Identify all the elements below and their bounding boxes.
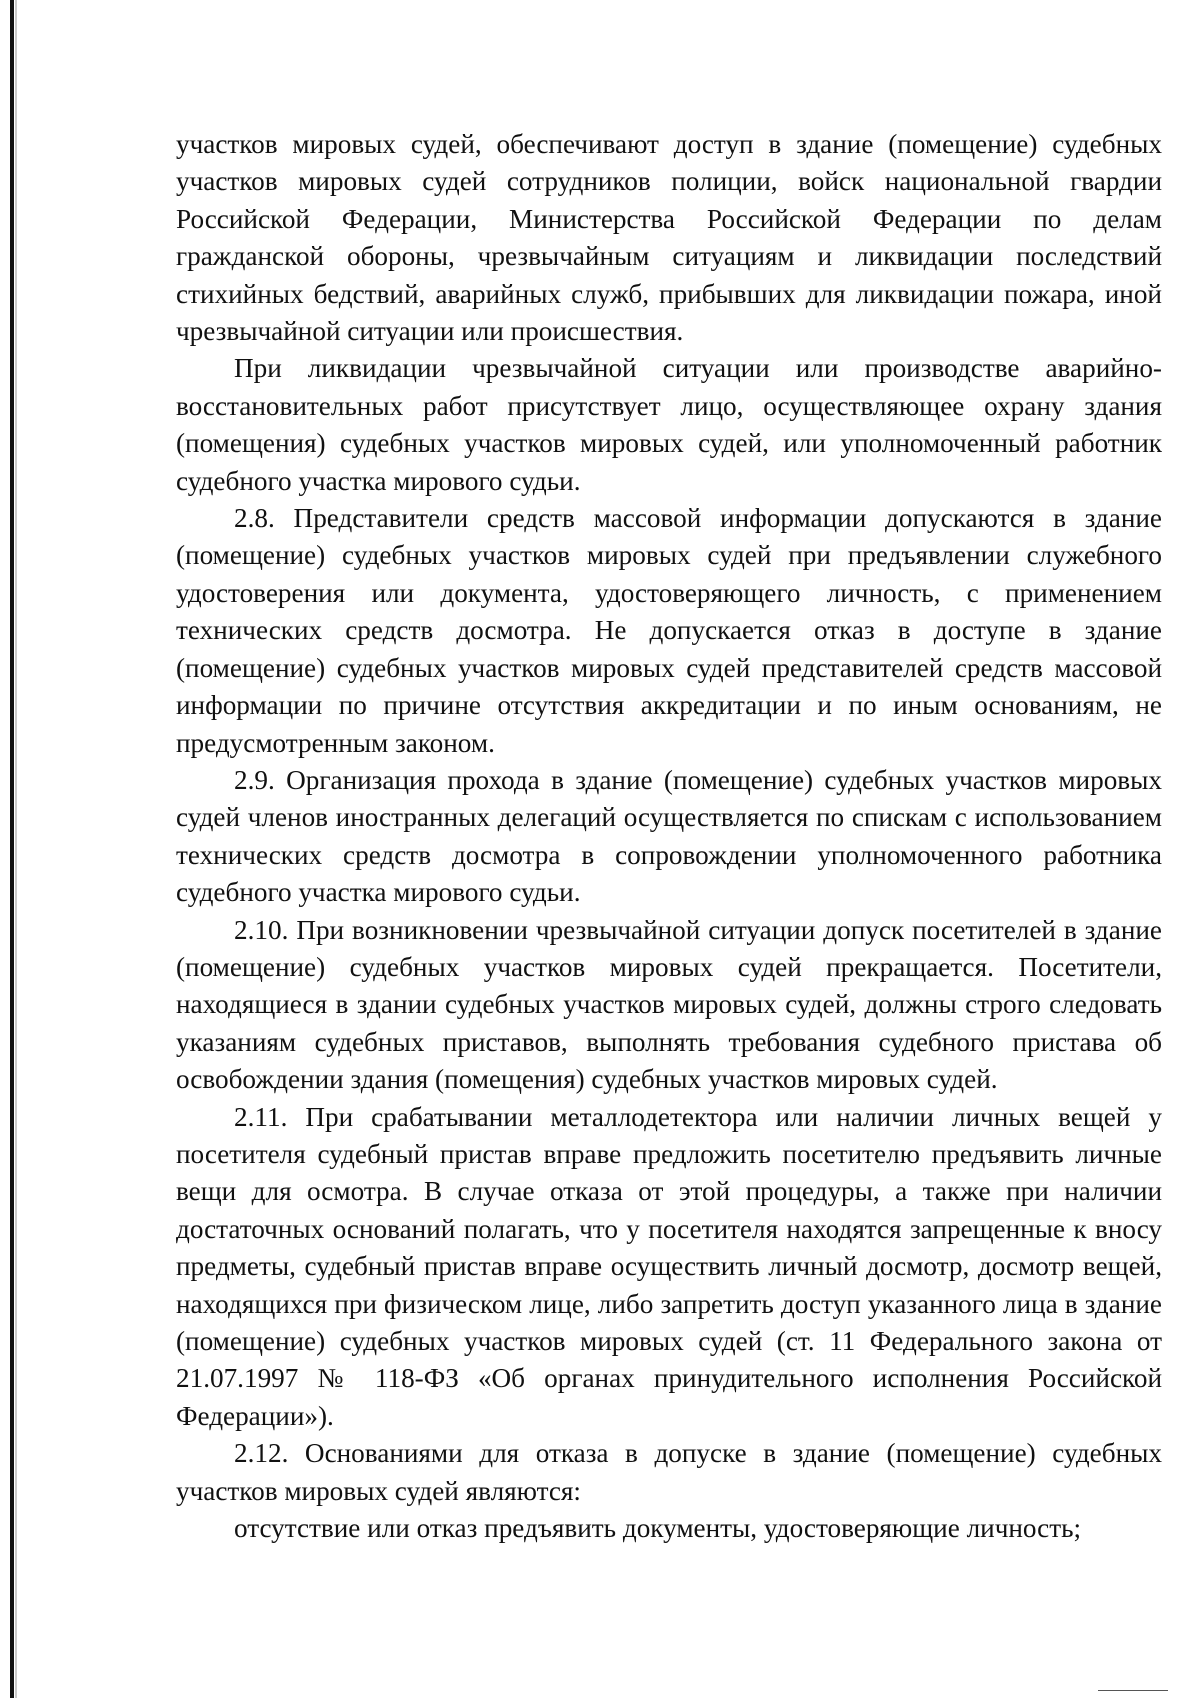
paragraph-2-9: 2.9. Организация прохода в здание (помещение) судебных участков мировых судей членов иностранных делегаций осуществляется по спискам с использованием технических средств досмотра в сопровождении уполномоченного работника судебного участка мирового судьи. xyxy=(176,764,1162,908)
paragraph-2-10: 2.10. При возникновении чрезвычайной ситуации допуск посетителей в здание (помещение) судебных участков мировых судей прекращается. Посетители, находящиеся в здании судебных участков мировых судей, должны строго следовать указаниям судебных приставов, выполнять требования судебного пристава об освобождении здания (помещения) судебных участков мировых судей. xyxy=(176,914,1162,1095)
scan-left-edge-shadow xyxy=(15,0,17,1698)
paragraph-emergency-liquidation: При ликвидации чрезвычайной ситуации или производстве аварийно-восстановительных работ присутствует лицо, осуществляющее охрану здания (помещения) судебных участков мировых судей, или уполномоченный работник судебного участка мирового судьи. xyxy=(176,353,1162,496)
page-bottom-rule xyxy=(1098,1690,1168,1691)
paragraph-continuation: участков мировых судей, обеспечивают доступ в здание (помещение) судебных участков мировых судей сотрудников полиции, войск национальной гвардии Российской Федерации, Министерства Российской Федерации по делам гражданской обороны, чрезвычайным ситуациям и ликвидации последствий стихийных бедствий, аварийных служб, прибывших для ликвидации пожара, иной чрезвычайной ситуации или происшествия. xyxy=(176,129,1162,347)
scan-left-edge xyxy=(10,0,14,1698)
paragraph-list-item-identity-documents: отсутствие или отказ предъявить документы, удостоверяющие личность; xyxy=(234,1513,1082,1544)
paragraph-2-12: 2.12. Основаниями для отказа в допуске в здание (помещение) судебных участков мировых судей являются: xyxy=(176,1438,1162,1506)
paragraph-2-8: 2.8. Представители средств массовой информации допускаются в здание (помещение) судебных участков мировых судей при предъявлении служебного удостоверения или документа, удостоверяющего личность, с применением технических средств досмотра. Не допускается отказ в доступе в здание (помещение) судебных участков мировых судей представителей средств массовой информации по причине отсутствия аккредитации и по иным основаниям, не предусмотренным законом. xyxy=(176,503,1162,758)
document-body xyxy=(176,126,1162,1547)
paragraph-2-11: 2.11. При срабатывании металлодетектора или наличии личных вещей у посетителя судебный пристав вправе предложить посетителю предъявить личные вещи для осмотра. В случае отказа от этой процедуры, а также при наличии достаточных оснований полагать, что у посетителя находятся запрещенные к вносу предметы, судебный пристав вправе осуществить личный досмотр, досмотр вещей, находящихся при физическом лице, либо запретить доступ указанного лица в здание (помещение) судебных участков мировых судей (ст. 11 Федерального закона от 21.07.1997 № 118-ФЗ «Об органах принудительного исполнения Российской Федерации»). xyxy=(176,1101,1162,1431)
